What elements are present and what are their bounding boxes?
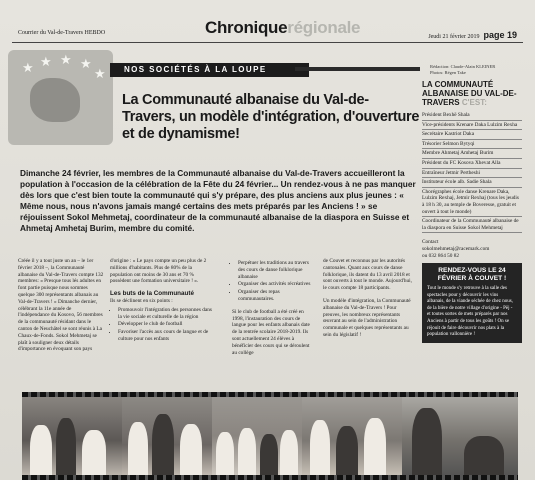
article-column-3: • Perpétuer les traditions au travers des cours de danse folklorique albanaise • Organiser des activités récréatives • Organiser des repas communautaires. Si le club de football a été créé en 1998, l'instauration des cours de langue pour les enfants albanais date de la rentrée scolaire 2018-2019. Ils sont actuellement 24 élèves à bénéficier des cours qui se déroulent au collège — [232, 258, 312, 356]
list-item: • Organiser des activités récréatives — [238, 281, 312, 288]
dancers-photo — [122, 392, 212, 480]
list-item: • Favoriser l'accès aux cours de langue et de culture pour nos enfants — [118, 329, 215, 343]
issue-date: Jeudi 21 février 2019 — [428, 34, 480, 40]
list-item: • Développer le club de football — [118, 321, 215, 328]
goals-list-continued — [232, 260, 312, 303]
page-number: page 19 — [483, 30, 517, 40]
date-page — [428, 30, 517, 40]
committee-item: Chorégraphes école danse Krenare Daka, Lulzim Rexhaj, Jetmir Rexhaj (tous les jeudis à 18 h 30, au temple de Boveresse, gratuit et ouvert à tout le monde) — [422, 188, 522, 217]
article-headline: La Communauté albanaise du Val-de-Travers, un modèle d'intégration, d'ouverture et de dynamisme! — [122, 92, 420, 142]
article-column-2: d'origine : « Le pays compte un peu plus de 2 millions d'habitants. Plus de 80% de la population ont moins de 30 ans et 70 % possèdent une formation universitaire ! ». Les buts de la Communauté Ils se déclinent en six points : • Promouvoir l'intégration des personnes dans la vie sociale et culturelle de la région • Développer le club de football • Favoriser l'accès aux cours de langue et de culture pour nos enfants — [110, 258, 215, 344]
committee-item: Membre Ahmetaj Amhetaj Burim — [422, 149, 522, 159]
costume-parade-photo — [302, 392, 402, 480]
star-icon: ★ — [94, 66, 106, 81]
list-item: • Perpétuer les traditions au travers des cours de danse folklorique albanaise — [238, 260, 312, 280]
contact-phone: ou 032 864 50 82 — [422, 252, 460, 259]
committee-item: Président Bexhë Shala — [422, 111, 522, 121]
credits: Rédaction: Claude-Alain KLEINER Photos: Régen Take — [430, 64, 496, 75]
committee-item: Instituteur école alb. Sadie Shala — [422, 178, 522, 188]
man-at-desk-photo — [402, 392, 518, 480]
committee-item: Secrétaire Kastriot Daka — [422, 130, 522, 140]
children-in-traditional-costume-photo — [22, 392, 122, 480]
film-strip-bottom — [22, 475, 518, 480]
header-rule — [12, 42, 523, 43]
article-column-4: de Couvet et reconnus par les autorités cantonales. Quant aux cours de danse folklorique, ils datent du 13 avril 2018 et sont ouverts à tout le monde. Aujourd'hui, le cours compte 18 participants. Un modèle d'intégration, la Communauté albanaise du Val-de-Travers ! Pour preuves, les nombreux représentants œuvrant au sein de l'administration communale et quelques représentants au sein du législatif ! — [323, 258, 412, 338]
banner-bar — [295, 67, 420, 71]
article-lead: Dimanche 24 février, les membres de la Communauté albanaise du Val-de-Travers accueilleront la population à l'occasion de la célébration de la Fête du 24 février... Un rendez-vous à ne pas manquer dès lors que c'est bien toute la communauté qui s'y prépare, des plus anciens aux plus jeunes : « Même nous, nous n'avons jamais mangé certains des mets préparés par les Anciens ! » se réjouissent Sokol Mehmetaj, coordinateur de la communauté albanaise de la diaspora en Suisse et Ahmetaj Amhetaj Burim, membre du comité. — [20, 168, 416, 233]
committee-item: Vice-présidents Krenare Daka Lulzim Rexha — [422, 121, 522, 131]
committee-item: Trésorier Selmon Bytyqi — [422, 140, 522, 150]
article-column-1: Créée il y a tout juste un an – le 1er février 2018 –, la Communauté albanaise du Val-de-Travers compte 132 membres: « Presque tous lés adultes en font partie puisque nous sommes quelque 300 représentants albanais au Val-de-Travers ! » Dimanche dernier, célébrant la 11e année de l'indépendance du Kosovo, 56 membres de la communauté résidant dans le canton de Neuchâtel se sont réunis à La Chaux-de-Fonds. Sokol Mehmetaj se plaît à souligner deux détails d'importance en évoquant son pays — [18, 258, 104, 353]
event-box — [422, 263, 522, 343]
star-icon: ★ — [22, 60, 34, 75]
section-banner: NOS SOCIÉTÉS À LA LOUPE — [110, 63, 309, 77]
group-photo — [212, 392, 302, 480]
photo-strip — [22, 392, 518, 480]
event-box-title: RENDEZ-VOUS LE 24 FÉVRIER À COUVET ! — [437, 267, 507, 283]
publication-name: Courrier du Val-de-Travers HEBDO — [18, 30, 106, 36]
contact-label: Contact — [422, 239, 439, 246]
event-box-body: Tout le monde s'y retrouve à la salle des spectacles pour y découvrir les vins albanais, de la viande séchée de chez nous, de la bière de notre village d'origine - Pëj - et toutes sortes de mets préparés par nos Anciens à partir de tous les goûts ! On se réjouit de faire découvrir nos plats à la population vallonnière ! — [427, 286, 513, 338]
star-icon: ★ — [80, 56, 92, 71]
list-item: • Organiser des repas communautaires. — [238, 289, 312, 303]
sidebar-committee — [422, 80, 522, 343]
list-item: • Promouvoir l'intégration des personnes dans la vie sociale et culturelle de la région — [118, 307, 215, 321]
star-icon: ★ — [60, 52, 72, 67]
committee-item: Président du FC Kosova Xhevat Alla — [422, 159, 522, 169]
kosovo-map-shape — [30, 78, 80, 122]
sidebar-title: LA COMMUNAUTÉ ALBANAISE DU VAL-DE-TRAVERS C'EST: — [422, 80, 517, 107]
star-icon: ★ — [40, 54, 52, 69]
film-strip-top — [22, 392, 518, 397]
goals-list — [110, 307, 215, 343]
contact-email[interactable]: sokolmehmetaj@racemark.com — [422, 245, 490, 252]
committee-list — [422, 111, 522, 233]
kosovo-flag-image — [8, 50, 113, 145]
section-title: Chroniquerégionale — [205, 18, 361, 37]
committee-item: Entraîneur Jetmir Pertheshi — [422, 169, 522, 179]
subheading-goals: Les buts de la Communauté — [110, 290, 194, 298]
contact-block — [422, 239, 522, 259]
committee-item: Coordinateur de la Communauté albanaise de la diaspora en Suisse Sokol Mehmetaj — [422, 217, 522, 233]
